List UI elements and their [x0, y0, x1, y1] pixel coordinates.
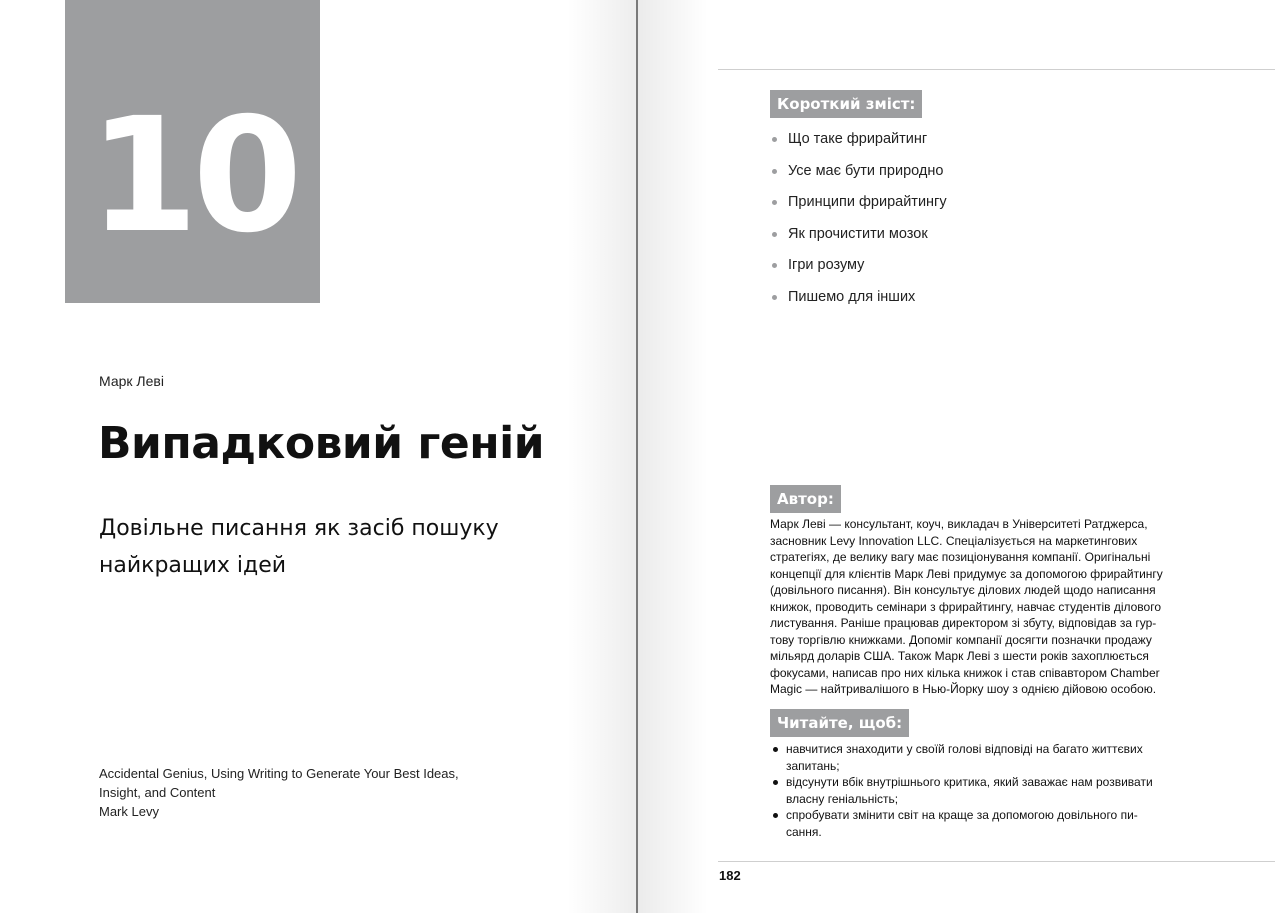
author-label: Автор:	[770, 485, 841, 513]
summary-list	[770, 124, 947, 314]
bio-line: стратегіях, де велику вагу має позиціонування компанії. Оригінальні	[770, 550, 1151, 564]
read-to-item	[770, 741, 1190, 774]
chapter-number: 10	[88, 84, 297, 268]
read-to-line: спробувати змінити світ на краще за допомогою довільного пи-	[786, 808, 1138, 822]
page-number: 182	[719, 868, 741, 883]
original-title-line: Accidental Genius, Using Writing to Generate Your Best Ideas,	[99, 766, 459, 781]
bio-line: концепції для клієнтів Марк Леві придумує за допомогою фрирайтингу	[770, 566, 1163, 581]
original-edition-info	[99, 764, 499, 821]
bio-line: фокусами, написав про них кілька книжок і став співавтором Chamber	[770, 665, 1160, 680]
read-to-item	[770, 807, 1190, 840]
subtitle-line: найкращих ідей	[99, 553, 287, 578]
summary-item: Як прочистити мозок	[770, 219, 947, 251]
book-subtitle	[99, 510, 539, 584]
read-to-line: відсунути вбік внутрішнього критика, який заважає нам розвивати	[786, 775, 1153, 789]
bottom-rule	[718, 861, 1275, 862]
read-to-line: власну геніальність;	[786, 791, 899, 806]
bio-line: засновник Levy Innovation LLC. Спеціалізується на маркетингових	[770, 533, 1138, 548]
read-to-line: сання.	[786, 824, 822, 839]
book-author: Марк Леві	[99, 373, 164, 389]
original-author: Mark Levy	[99, 804, 159, 819]
summary-item: Принципи фрирайтингу	[770, 187, 947, 219]
bio-line: листування. Раніше працював директором зі збуту, відповідав за гур-	[770, 616, 1157, 630]
read-to-label: Читайте, щоб:	[770, 709, 909, 737]
original-title-line: Insight, and Content	[99, 785, 216, 800]
read-to-list	[770, 741, 1190, 840]
read-to-line: запитань;	[786, 758, 840, 773]
summary-item: Ігри розуму	[770, 250, 947, 282]
read-to-line: навчитися знаходити у своїй голові відповіді на багато життєвих	[786, 742, 1143, 756]
book-title: Випадковий геній	[98, 418, 545, 469]
bio-line: (довільного писання). Він консультує ділових людей щодо написання	[770, 583, 1156, 597]
bio-line: Magic — найтривалішого в Нью-Йорку шоу з однією дійовою особою.	[770, 682, 1157, 696]
summary-item: Усе має бути природно	[770, 156, 947, 188]
bio-line: мільярд доларів США. Також Марк Леві з шести років захоплюється	[770, 649, 1149, 663]
right-page	[638, 0, 1275, 913]
bio-line: тову торгівлю книжками. Допоміг компанії досягти позначки продажу	[770, 632, 1152, 647]
subtitle-line: Довільне писання як засіб пошуку	[99, 516, 499, 541]
read-to-item	[770, 774, 1190, 807]
chapter-number-block	[65, 0, 320, 303]
author-bio	[770, 516, 1190, 698]
summary-item: Що таке фрирайтинг	[770, 124, 947, 156]
top-rule	[718, 69, 1275, 70]
summary-label: Короткий зміст:	[770, 90, 922, 118]
bio-line: книжок, проводить семінари з фрирайтингу, навчає студентів ділового	[770, 599, 1161, 614]
summary-item: Пишемо для інших	[770, 282, 947, 314]
left-page	[0, 0, 637, 913]
bio-line: Марк Леві — консультант, коуч, викладач в Університеті Ратджерса,	[770, 517, 1148, 531]
